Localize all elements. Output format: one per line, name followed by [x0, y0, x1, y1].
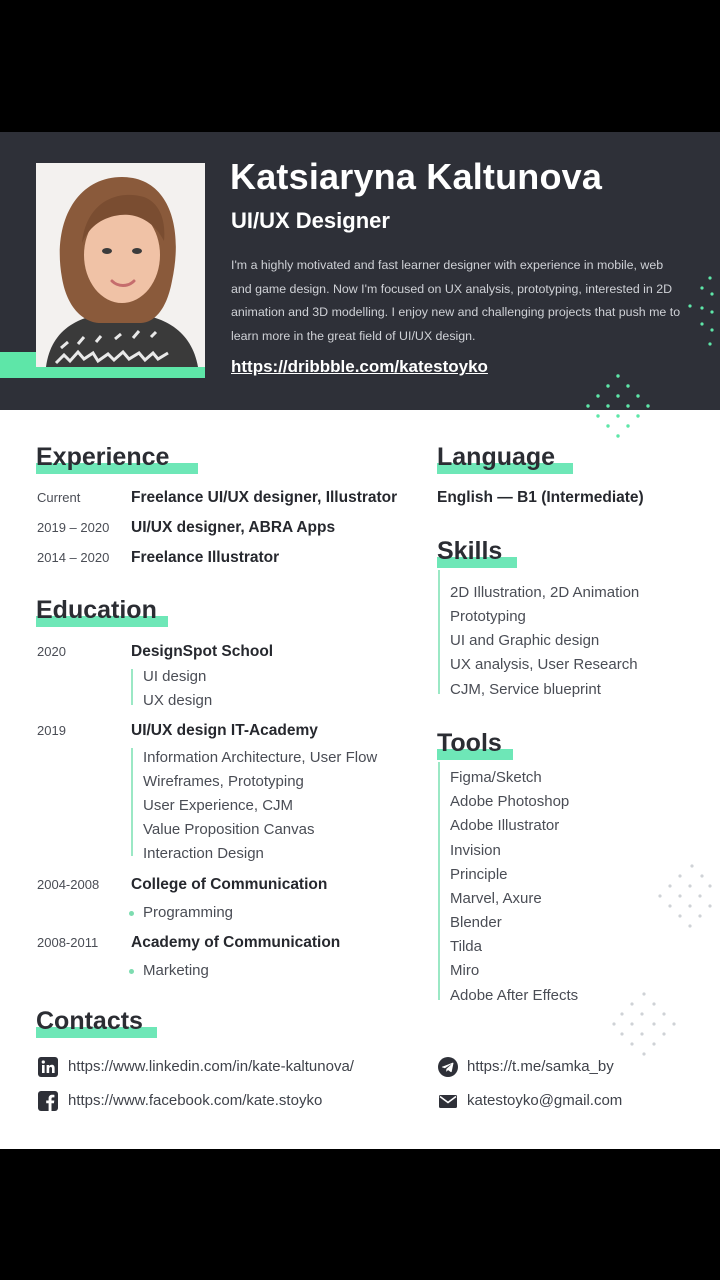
course-item: Information Architecture, User Flow [143, 749, 378, 766]
experience-heading: Experience [36, 443, 170, 471]
grey-dot-pattern [656, 862, 720, 932]
education-period: 2008-2011 [37, 935, 99, 950]
experience-period: 2019 – 2020 [37, 520, 110, 535]
course-item: Wireframes, Prototyping [143, 773, 304, 790]
mail-icon [438, 1091, 458, 1111]
course-item: Programming [143, 904, 234, 921]
skill-item: Prototyping [450, 608, 526, 625]
course-item: Marketing [143, 962, 209, 979]
contacts-heading: Contacts [36, 1007, 143, 1035]
email-link[interactable]: katestoyko@gmail.com [467, 1092, 623, 1109]
course-line [131, 669, 133, 705]
linkedin-link[interactable]: https://www.linkedin.com/in/kate-kaltunova/ [68, 1058, 354, 1075]
grey-dot-pattern-lower [610, 990, 680, 1060]
experience-period: 2014 – 2020 [37, 550, 110, 565]
course-item: User Experience, CJM [143, 797, 294, 814]
telegram-link[interactable]: https://t.me/samka_by [467, 1058, 614, 1075]
job-role: UI/UX Designer [231, 208, 390, 233]
tool-item: Miro [450, 962, 480, 979]
telegram-icon [438, 1057, 458, 1077]
education-school: UI/UX design IT-Academy [131, 722, 318, 739]
tool-item: Adobe Illustrator [450, 817, 560, 834]
tool-item: Blender [450, 914, 502, 931]
portrait-illustration [36, 163, 205, 367]
course-bullet [129, 911, 134, 916]
experience-title: UI/UX designer, ABRA Apps [131, 519, 336, 536]
tools-line [438, 762, 440, 1000]
facebook-link[interactable]: https://www.facebook.com/kate.stoyko [68, 1092, 323, 1109]
experience-title: Freelance Illustrator [131, 549, 280, 566]
education-period: 2020 [37, 644, 66, 659]
portfolio-link[interactable]: https://dribbble.com/katestoyko [231, 357, 488, 376]
course-item: Value Proposition Canvas [143, 821, 315, 838]
skills-heading: Skills [437, 537, 503, 565]
course-item: Interaction Design [143, 845, 264, 862]
tool-item: Tilda [450, 938, 482, 955]
experience-period: Current [37, 490, 81, 505]
tool-item: Marvel, Axure [450, 890, 542, 907]
skill-item: UI and Graphic design [450, 632, 600, 649]
education-period: 2019 [37, 723, 66, 738]
tool-item: Adobe After Effects [450, 987, 579, 1004]
education-period: 2004-2008 [37, 877, 100, 892]
skill-item: 2D Illustration, 2D Animation [450, 584, 640, 601]
about-text: I'm a highly motivated and fast learner designer with experience in mobile, web and game design. Now I'm focused on UX analysis, prototyping, interested in 2D animation and 3D modelling. I enjoy new and challenging projects that push me to learn more in the great field of UI/UX design. [231, 258, 681, 343]
education-heading: Education [36, 596, 157, 624]
education-school: College of Communication [131, 876, 328, 893]
language-heading: Language [437, 443, 556, 471]
skills-line [438, 570, 440, 694]
language-level: English — B1 (Intermediate) [437, 489, 644, 506]
course-line [131, 748, 133, 856]
experience-title: Freelance UI/UX designer, Illustrator [131, 489, 398, 506]
tool-item: Adobe Photoshop [450, 793, 570, 810]
header-diamond-dots [580, 372, 660, 448]
header-dot-pattern [684, 272, 720, 352]
course-bullet [129, 969, 134, 974]
skill-item: CJM, Service blueprint [450, 681, 601, 698]
tools-heading: Tools [437, 729, 502, 757]
skill-item: UX analysis, User Research [450, 656, 638, 673]
profile-photo [36, 163, 205, 367]
facebook-icon [38, 1091, 58, 1111]
education-school: DesignSpot School [131, 643, 274, 660]
resume-sheet [0, 132, 720, 1149]
tool-item: Invision [450, 842, 501, 859]
course-item: UI design [143, 668, 207, 685]
education-school: Academy of Communication [131, 934, 341, 951]
course-item: UX design [143, 692, 213, 709]
full-name: Katsiaryna Kaltunova [230, 156, 603, 197]
tool-item: Principle [450, 866, 508, 883]
tool-item: Figma/Sketch [450, 769, 542, 786]
linkedin-icon [38, 1057, 58, 1077]
resume-header [0, 132, 720, 410]
